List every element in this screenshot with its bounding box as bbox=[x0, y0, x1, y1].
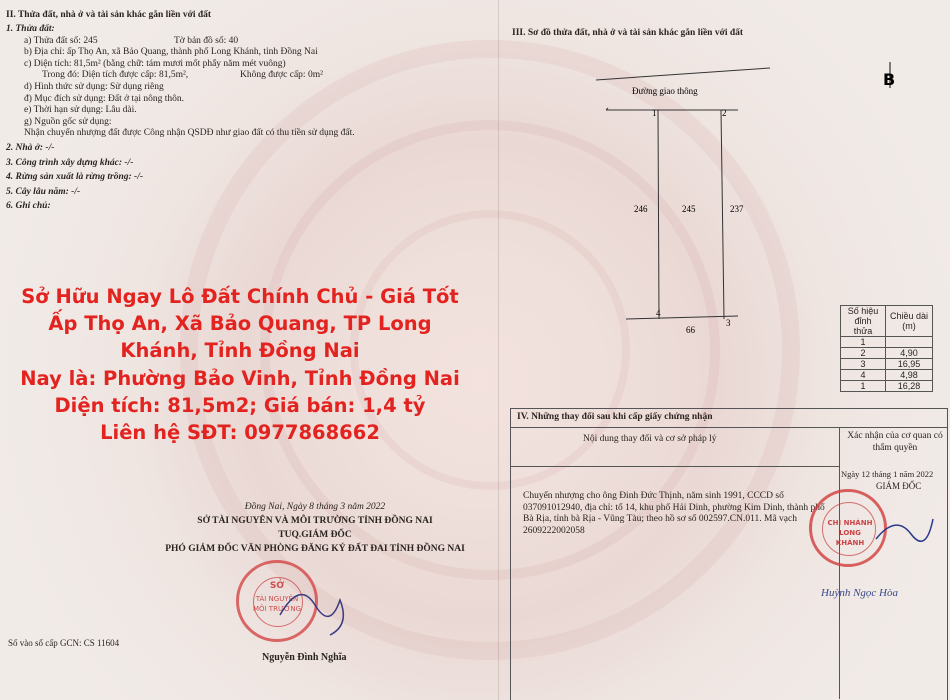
plot-number: a) Thửa đất số: 245 Tờ bản đồ số: 40 bbox=[24, 35, 239, 46]
promo-line: Ấp Thọ An, Xã Bảo Quang, TP Long bbox=[48, 312, 432, 336]
signer-name: Nguyễn Đình Nghĩa bbox=[262, 652, 347, 663]
table-row: 1 bbox=[841, 337, 933, 348]
sign-date: Đồng Nai, Ngày 8 tháng 3 năm 2022 bbox=[244, 502, 386, 512]
signature-scribble bbox=[270, 575, 360, 645]
vertex-2: 2 bbox=[722, 108, 727, 118]
changes-col-content: Nội dung thay đổi và cơ sở pháp lý bbox=[583, 434, 717, 444]
table-row: 1 16,28 bbox=[841, 381, 933, 392]
branch-stamp: CHI NHÁNH LONG KHÁNH bbox=[809, 489, 887, 567]
address: b) Địa chỉ: ấp Thọ An, xã Bảo Quang, thành phố Long Khánh, tỉnh Đồng Nai bbox=[24, 47, 318, 58]
promo-line: Khánh, Tỉnh Đồng Nai bbox=[120, 339, 360, 363]
area: c) Diện tích: 81,5m² (bằng chữ: tám mươi mốt phẩy năm mét vuông) bbox=[24, 58, 286, 69]
vertex-1: 1 bbox=[652, 108, 657, 118]
vertex-4: 4 bbox=[656, 308, 661, 318]
official-stamp: SỞ TÀI NGUYÊN MÔI TRƯỜNG bbox=[236, 560, 318, 642]
house-item: 2. Nhà ở: -/- bbox=[6, 142, 55, 153]
table-row: 3 16,95 bbox=[841, 359, 933, 370]
road-label: Đường giao thông bbox=[632, 86, 698, 96]
section-iii-title: III. Sơ đồ thửa đất, nhà ở và tài sản khác gắn liền với đất bbox=[512, 28, 744, 38]
table-header: Chiều dài (m) bbox=[886, 306, 933, 337]
table-row: 2 4,90 bbox=[841, 348, 933, 359]
section-iv-title: IV. Những thay đổi sau khi cấp giấy chứng nhận bbox=[517, 412, 713, 422]
gcn-number: Số vào sổ cấp GCN: CS 11604 bbox=[8, 638, 120, 648]
promo-line: Diện tích: 81,5m2; Giá bán: 1,4 tỷ bbox=[54, 393, 426, 417]
promo-phone: Liên hệ SĐT: 0977868662 bbox=[100, 421, 380, 445]
usage-origin-detail: Nhận chuyển nhượng đất được Công nhận QSDĐ như giao đất có thu tiền sử dụng đất. bbox=[24, 128, 355, 139]
change-content: Chuyển nhượng cho ông Đinh Đức Thịnh, năm sinh 1991, CCCD số 037091012940, địa chỉ: tổ 14, khu phố Hải Dinh, phường Kim Dinh, thành phố Bà Rịa, tỉnh bà Rịa - Vũng Tàu; theo hồ sơ số 002597.CN.011. Mã vạch 2609222002058 bbox=[523, 491, 825, 536]
usage-form: d) Hình thức sử dụng: Sử dụng riêng bbox=[24, 81, 164, 92]
vertex-3: 3 bbox=[726, 318, 731, 328]
area-detail: Trong đó: Diện tích được cấp: 81,5m², Không được cấp: 0m² bbox=[42, 70, 323, 81]
section-ii-title: II. Thửa đất, nhà ở và tài sản khác gắn liền với đất bbox=[6, 10, 212, 20]
confirm-signer-name: Huỳnh Ngọc Hòa bbox=[821, 587, 898, 599]
notes-item: 6. Ghi chú: bbox=[6, 201, 51, 212]
construction-item: 3. Công trình xây dựng khác: -/- bbox=[6, 157, 134, 168]
table-header: Số hiệu đỉnh thửa bbox=[841, 306, 886, 337]
usage-origin: g) Nguồn gốc sử dụng: bbox=[24, 116, 112, 127]
forest-item: 4. Rừng sản xuất là rừng trồng: -/- bbox=[6, 172, 144, 183]
land-heading: 1. Thửa đất: bbox=[6, 24, 55, 34]
promo-text bbox=[0, 283, 480, 446]
page-divider bbox=[498, 0, 499, 700]
usage-purpose: đ) Mục đích sử dụng: Đất ở tại nông thôn. bbox=[24, 93, 185, 104]
promo-line: Nay là: Phường Bảo Vinh, Tỉnh Đồng Nai bbox=[20, 366, 460, 390]
confirm-date: Ngày 12 tháng 1 năm 2022 bbox=[841, 469, 934, 479]
neighbor-237: 237 bbox=[730, 204, 744, 214]
changes-col-confirm: Xác nhận của cơ quan có thẩm quyền bbox=[847, 431, 943, 453]
plot-245: 245 bbox=[682, 204, 696, 214]
changes-box bbox=[510, 408, 948, 700]
trees-item: 5. Cây lâu năm: -/- bbox=[6, 186, 81, 197]
north-arrow-label: B bbox=[883, 70, 896, 89]
confirm-position: GIÁM ĐỐC bbox=[876, 481, 922, 491]
confirm-signature bbox=[871, 504, 941, 564]
sign-org: SỞ TÀI NGUYÊN VÀ MÔI TRƯỜNG TỈNH ĐỒNG NAI bbox=[197, 516, 433, 526]
neighbor-246: 246 bbox=[634, 204, 648, 214]
vertex-table bbox=[840, 305, 933, 392]
sign-tuq: TUQ.GIÁM ĐỐC bbox=[278, 530, 352, 540]
land-info bbox=[6, 24, 486, 213]
sign-position: PHÓ GIÁM ĐỐC VĂN PHÒNG ĐĂNG KÝ ĐẤT ĐAI TỈNH ĐỒNG NAI bbox=[165, 544, 465, 554]
signature-block bbox=[150, 500, 480, 556]
neighbor-66: 66 bbox=[686, 325, 695, 335]
table-row: 4 4,98 bbox=[841, 370, 933, 381]
usage-term: e) Thời hạn sử dụng: Lâu dài. bbox=[24, 105, 137, 116]
promo-line: Sở Hữu Ngay Lô Đất Chính Chủ - Giá Tốt bbox=[21, 285, 459, 308]
